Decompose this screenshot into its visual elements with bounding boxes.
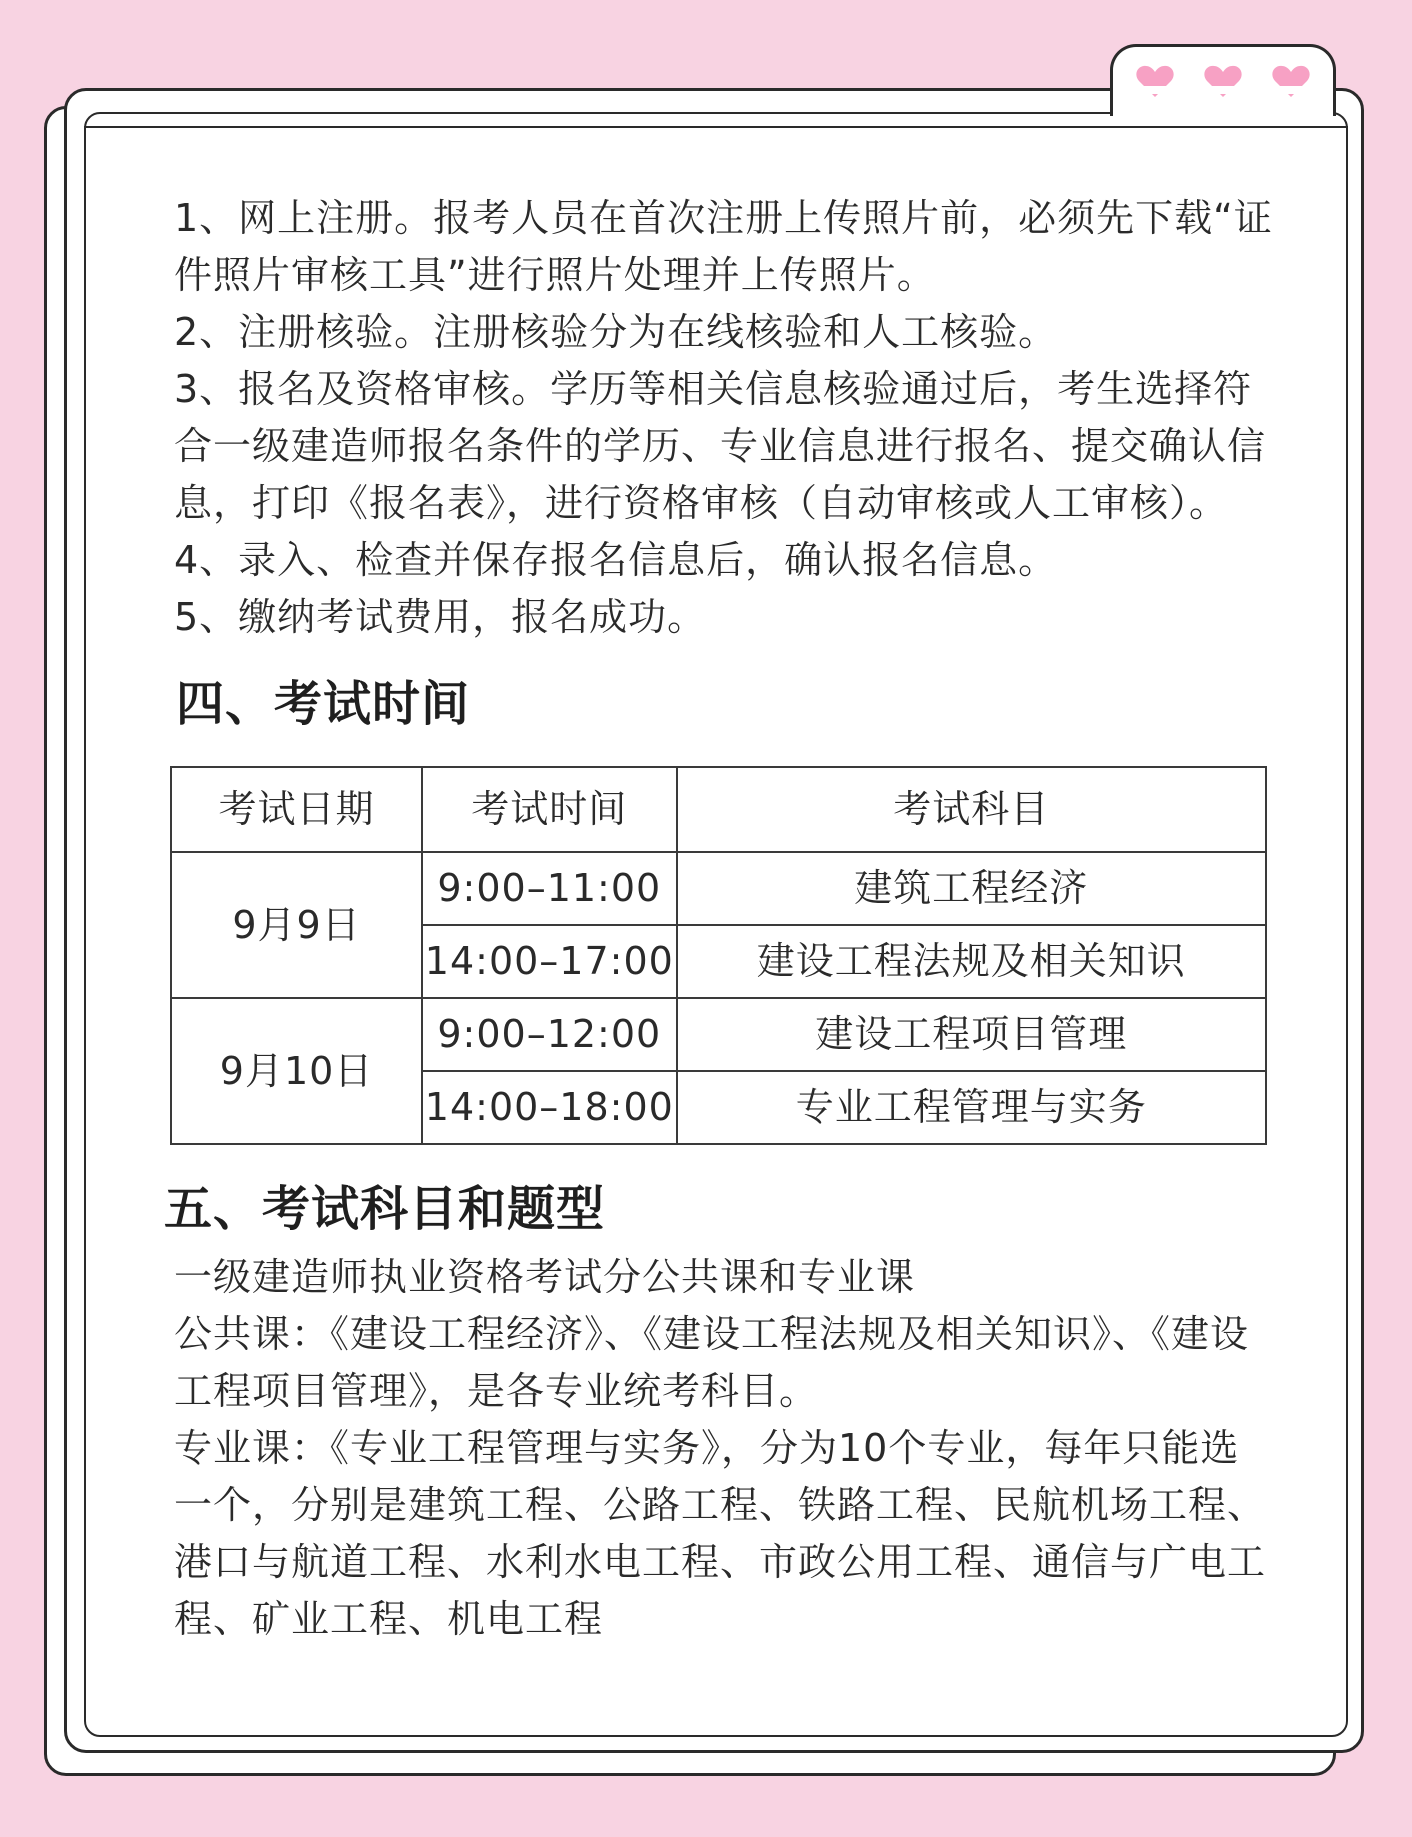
header-date: 考试日期	[171, 767, 422, 852]
step-5: 5、缴纳考试费用，报名成功。	[174, 595, 707, 639]
subject-cell: 建筑工程经济	[677, 852, 1266, 925]
section-title-subjects: 五、考试科目和题型	[164, 1181, 606, 1237]
date-cell: 9月9日	[171, 852, 422, 998]
subjects-intro: 一级建造师执业资格考试分公共课和专业课	[174, 1255, 916, 1299]
step-3: 3、报名及资格审核。学历等相关信息核验通过后，考生选择符合一级建造师报名条件的学历、专业信息进行报名、提交确认信息，打印《报名表》，进行资格审核（自动审核或人工审核）。	[174, 367, 1267, 525]
subject-cell: 专业工程管理与实务	[677, 1071, 1266, 1144]
table-row	[171, 852, 1266, 925]
main-content	[164, 190, 1274, 1648]
time-cell: 9:00–12:00	[422, 998, 676, 1071]
tab-joint	[1113, 86, 1333, 94]
header-time: 考试时间	[422, 767, 676, 852]
top-rule	[84, 126, 1348, 128]
hearts-tab	[1110, 44, 1336, 116]
step-4: 4、录入、检查并保存报名信息后，确认报名信息。	[174, 538, 1058, 582]
public-courses: 公共课：《建设工程经济》、《建设工程法规及相关知识》、《建设工程项目管理》，是各专业统考科目。	[174, 1312, 1250, 1413]
table-row	[171, 998, 1266, 1071]
professional-courses: 专业课：《专业工程管理与实务》，分为10个专业，每年只能选一个，分别是建筑工程、公路工程、铁路工程、民航机场工程、港口与航道工程、水利水电工程、市政公用工程、通信与广电工程、矿业工程、机电工程	[174, 1426, 1267, 1641]
header-subject: 考试科目	[677, 767, 1266, 852]
time-cell: 9:00–11:00	[422, 852, 676, 925]
time-cell: 14:00–18:00	[422, 1071, 676, 1144]
step-2: 2、注册核验。注册核验分为在线核验和人工核验。	[174, 310, 1058, 354]
time-cell: 14:00–17:00	[422, 925, 676, 998]
step-1: 1、网上注册。报考人员在首次注册上传照片前，必须先下载“证件照片审核工具”进行照片处理并上传照片。	[174, 196, 1273, 297]
date-cell: 9月10日	[171, 998, 422, 1144]
exam-schedule-table	[170, 766, 1267, 1145]
section-title-exam-time: 四、考试时间	[176, 676, 471, 732]
table-header-row	[171, 767, 1266, 852]
subject-cell: 建设工程项目管理	[677, 998, 1266, 1071]
subject-cell: 建设工程法规及相关知识	[677, 925, 1266, 998]
